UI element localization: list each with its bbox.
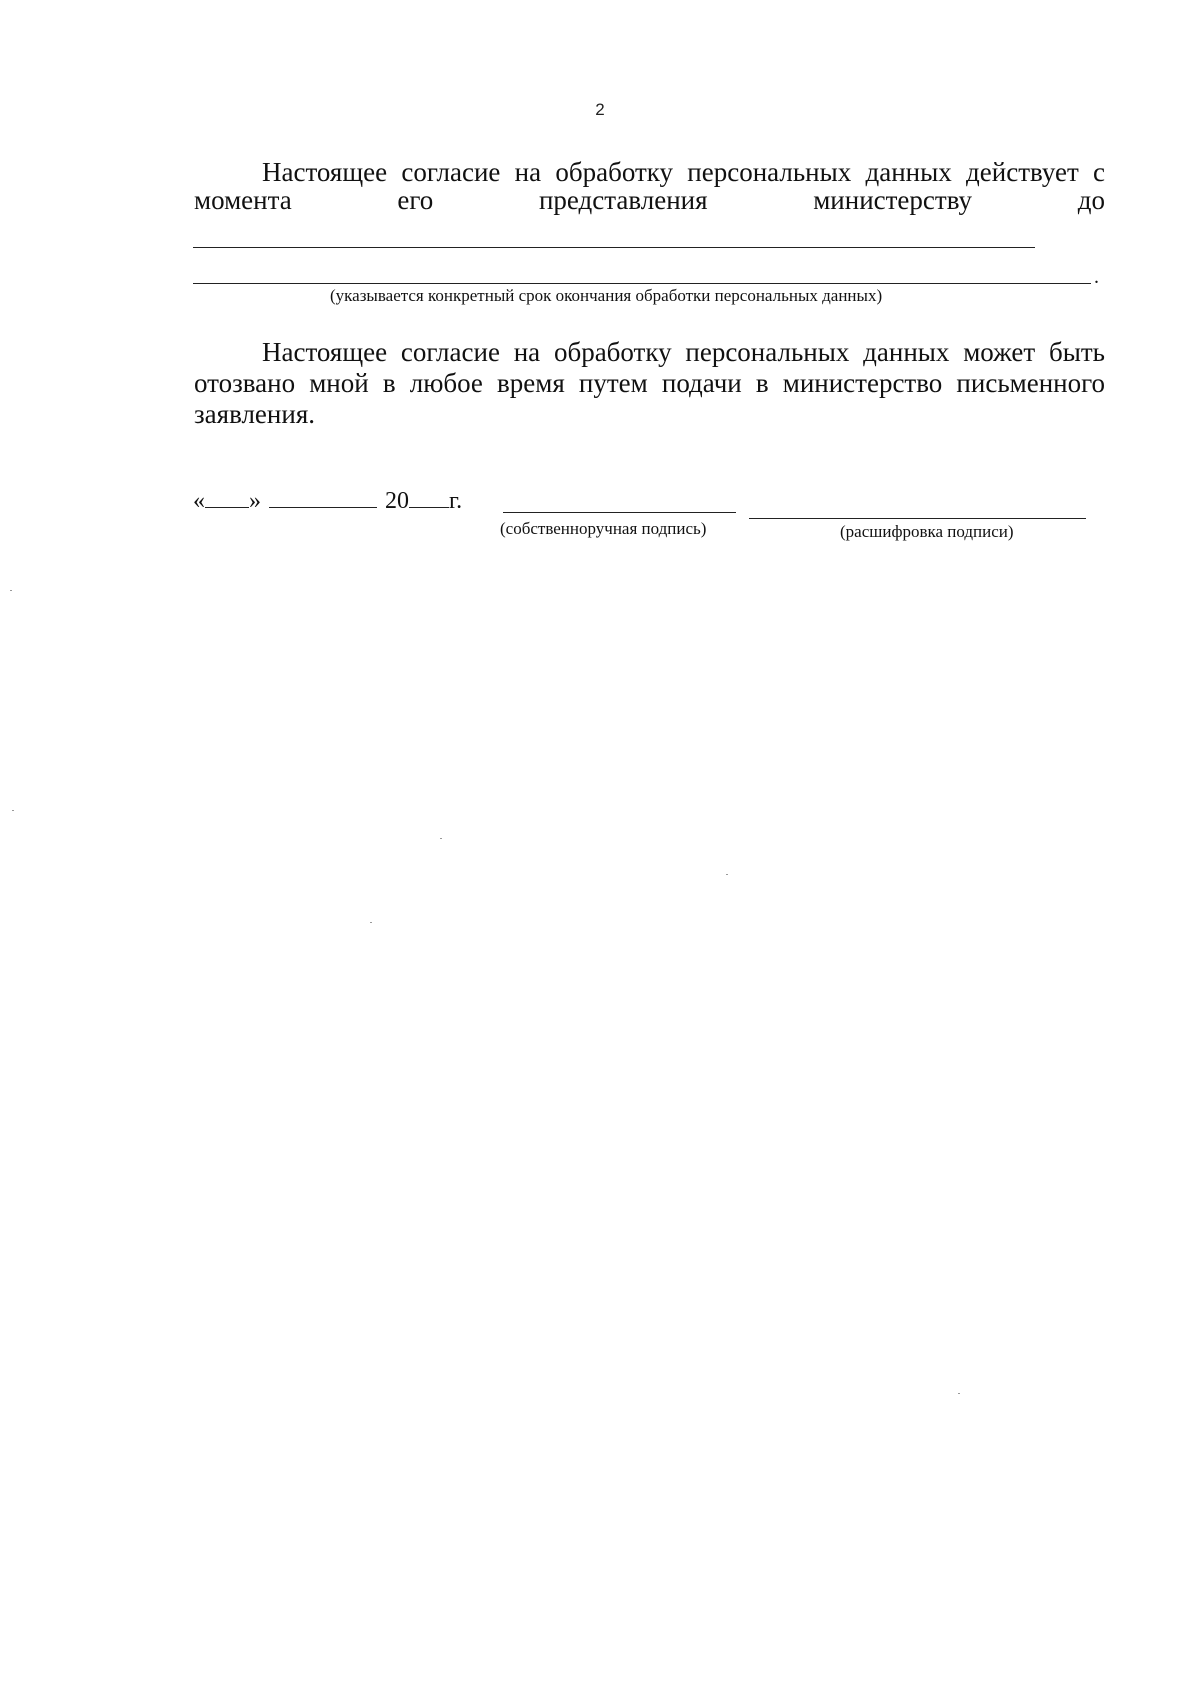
word-do: до <box>1077 185 1105 215</box>
decoding-caption: (расшифровка подписи) <box>840 522 1014 541</box>
term-blank-line-1[interactable] <box>193 247 1035 248</box>
year-blank[interactable] <box>409 485 449 508</box>
word-ego: его <box>397 185 434 215</box>
word-ministerstvu: министерству <box>813 185 973 215</box>
signature-caption: (собственноручная подпись) <box>500 519 707 538</box>
month-blank[interactable] <box>269 485 377 508</box>
date-row <box>193 485 462 516</box>
signature-decoding-blank[interactable] <box>749 518 1086 519</box>
close-quote: » <box>249 488 261 514</box>
scan-speck <box>12 810 14 811</box>
open-quote: « <box>193 488 205 514</box>
term-caption: (указывается конкретный срок окончания обработки персональных данных) <box>330 286 883 305</box>
term-end-period: . <box>1094 266 1099 288</box>
scan-speck <box>370 922 372 923</box>
year-suffix: г. <box>449 488 463 514</box>
signature-blank[interactable] <box>503 512 736 513</box>
year-prefix: 20 <box>385 488 409 514</box>
consent-validity-line-1: Настоящее согласие на обработку персональных данных действует с <box>262 157 1105 187</box>
scan-speck <box>440 838 442 839</box>
scan-speck <box>958 1393 960 1394</box>
consent-revocation-paragraph: Настоящее согласие на обработку персональных данных может быть отозвано мной в любое время путем подачи в министерство письменного заявления. <box>194 337 1105 429</box>
term-blank-line-2[interactable] <box>193 283 1091 284</box>
consent-validity-line-2 <box>194 184 1105 216</box>
scan-speck <box>726 874 728 875</box>
word-predstavleniya: представления <box>538 185 708 215</box>
word-moment: момента <box>194 185 292 215</box>
scan-speck <box>10 590 12 591</box>
page-number: 2 <box>595 100 605 119</box>
day-blank[interactable] <box>205 485 249 508</box>
